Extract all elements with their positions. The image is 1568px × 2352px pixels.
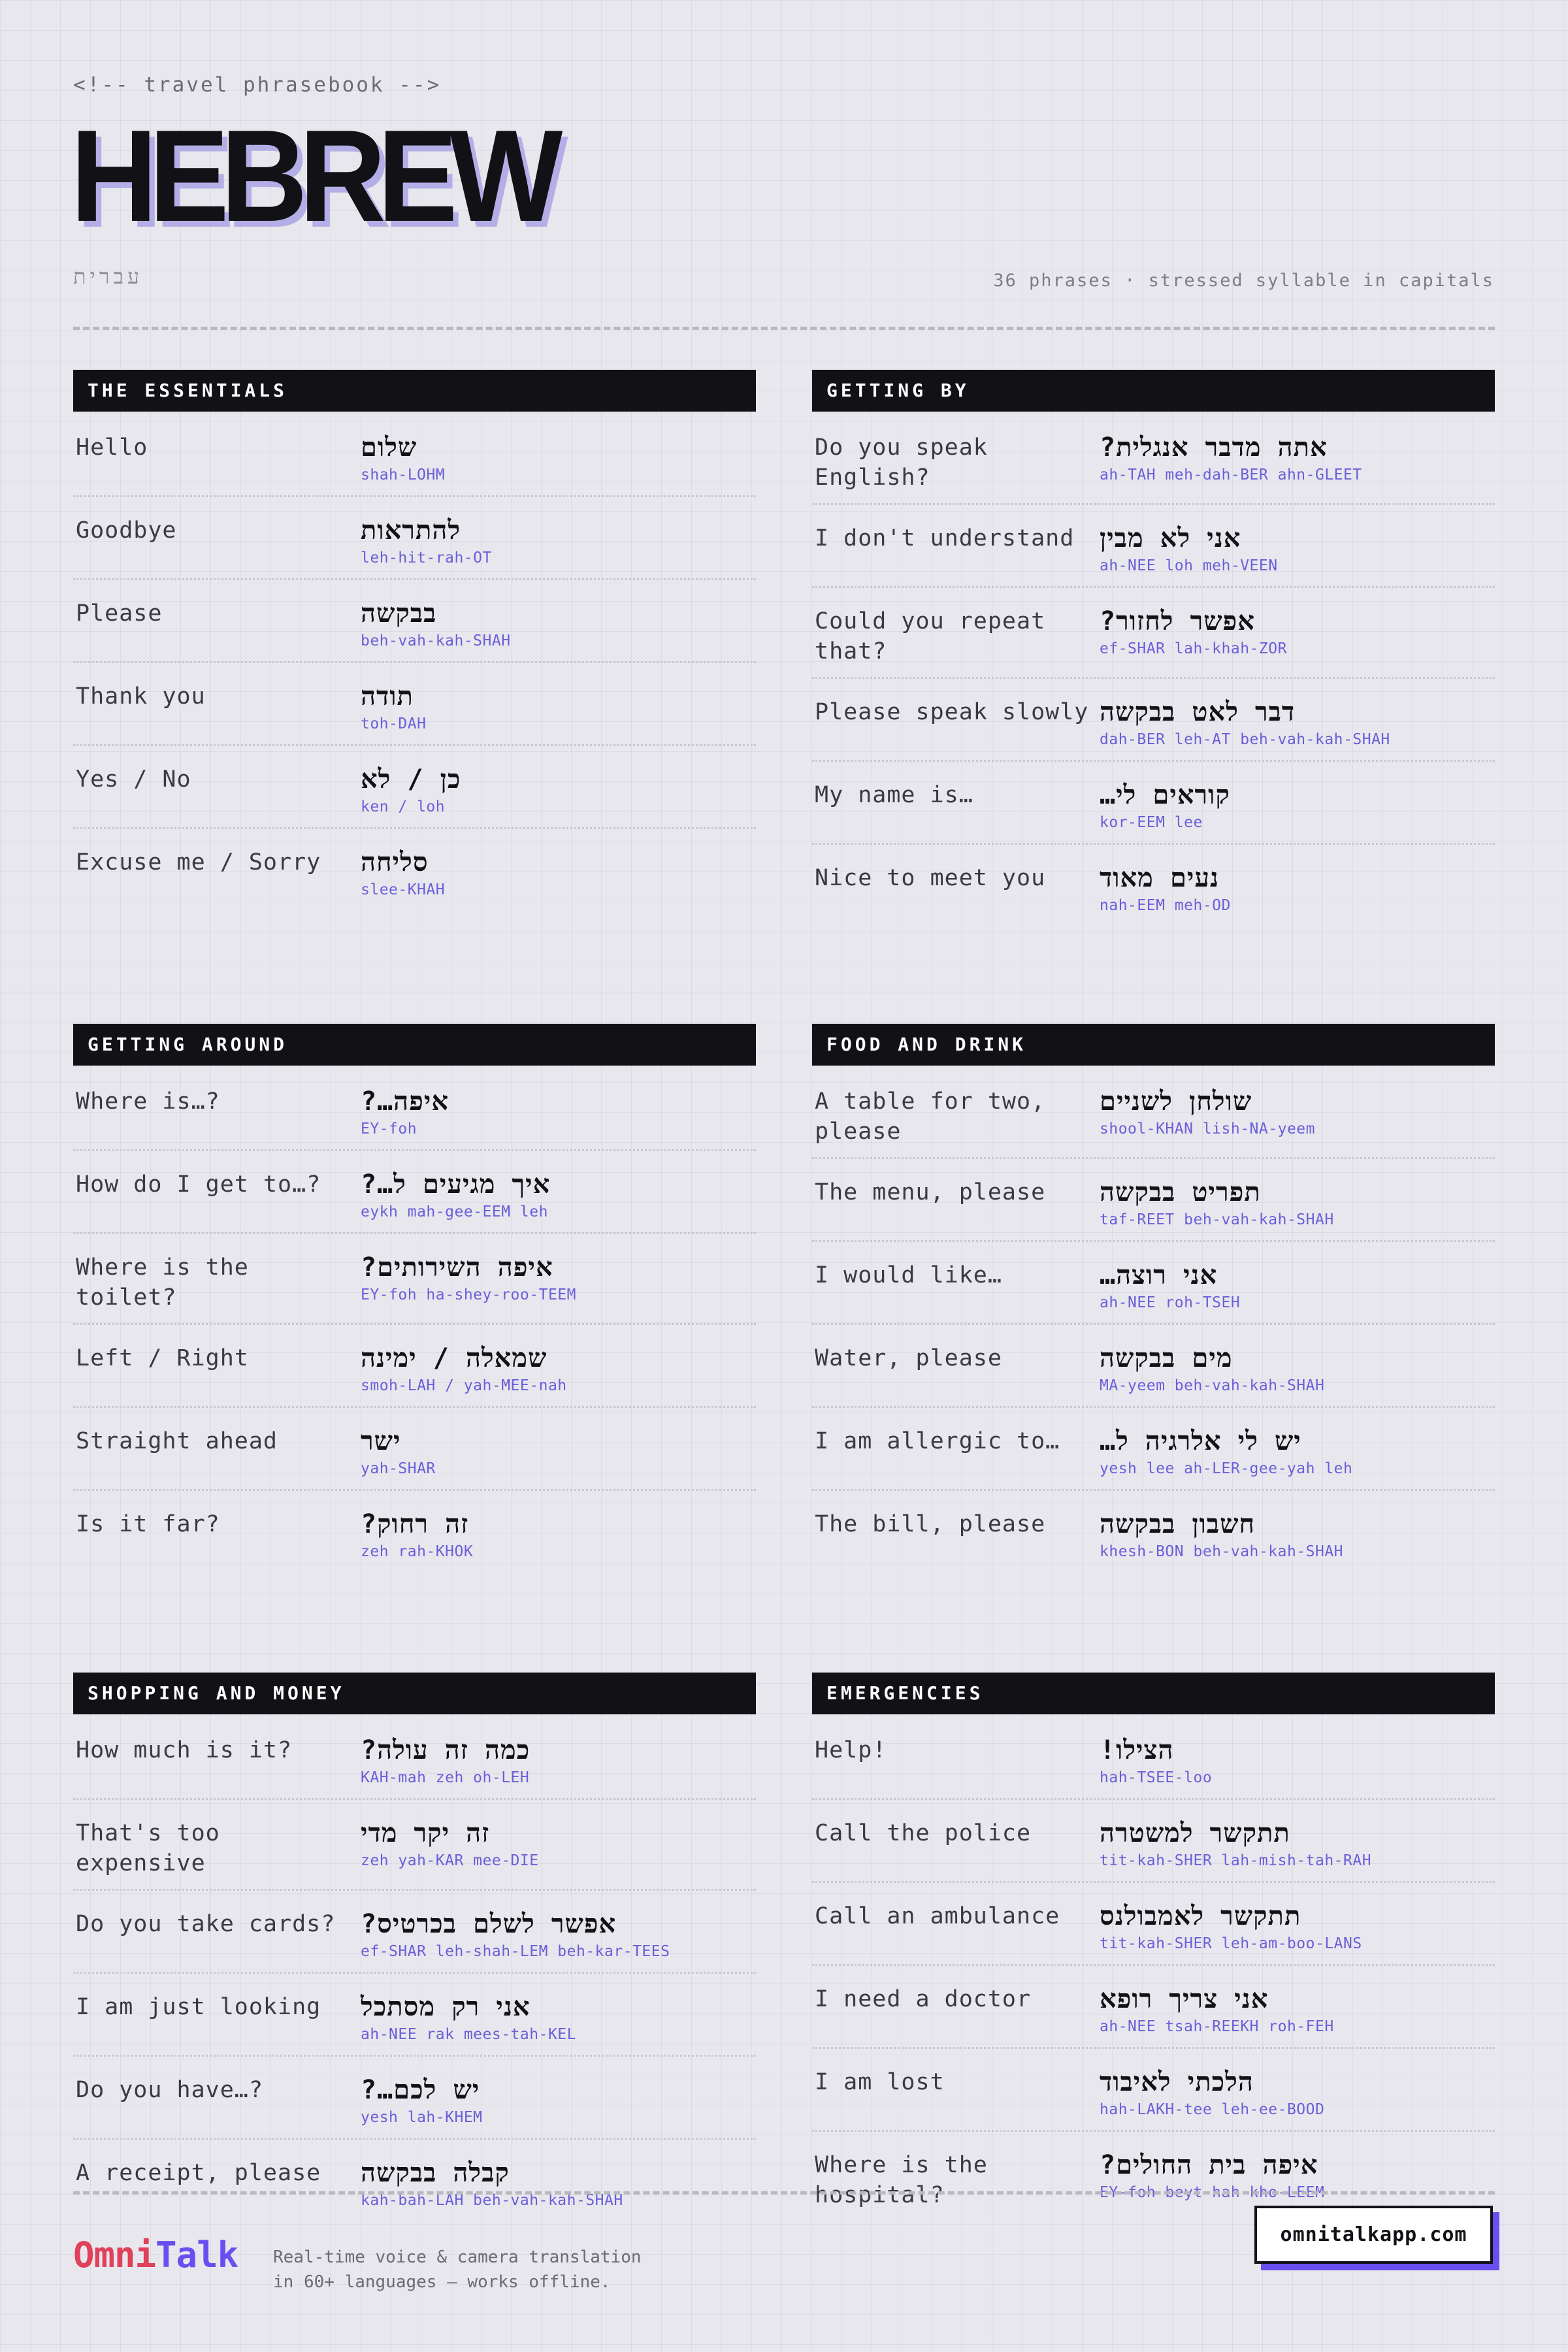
phrase-english: I am allergic to… — [815, 1428, 1060, 1454]
phrase-pronunciation: beh-vah-kah-SHAH — [361, 632, 511, 649]
phrase-row — [812, 679, 1495, 762]
phrase-english: Help! — [815, 1737, 887, 1763]
phrase-pronunciation: khesh-BON beh-vah-kah-SHAH — [1100, 1543, 1344, 1560]
phrase-row — [73, 746, 756, 829]
phrase-row — [73, 1491, 756, 1572]
page-comment: <!-- travel phrasebook --> — [73, 73, 442, 97]
phrase-hebrew: שלום — [361, 433, 417, 463]
phrase-pronunciation: tit-kah-SHER lah-mish-tah-RAH — [1100, 1852, 1372, 1869]
phrase-hebrew: מים בבקשה — [1100, 1343, 1233, 1373]
phrase-english: I would like… — [815, 1262, 1002, 1288]
section-title: THE ESSENTIALS — [73, 370, 756, 412]
phrase-hebrew: ישר — [361, 1426, 401, 1456]
phrase-english: Where is the toilet? — [76, 1254, 249, 1311]
title-block — [71, 103, 596, 249]
phrase-english: Please speak slowly — [815, 699, 1089, 725]
phrase-english: I need a doctor — [815, 1986, 1032, 2012]
phrase-pronunciation: MA-yeem beh-vah-kah-SHAH — [1100, 1377, 1325, 1394]
phrase-row — [73, 1068, 756, 1151]
phrase-pronunciation: shah-LOHM — [361, 466, 446, 483]
native-language-name: עברית — [73, 264, 144, 289]
phrase-row — [812, 1800, 1495, 1883]
phrase-hebrew: איפה השירותים? — [361, 1252, 553, 1282]
phrase-row — [73, 829, 756, 910]
phrase-row — [73, 663, 756, 746]
phrase-pronunciation: toh-DAH — [361, 715, 427, 732]
phrase-pronunciation: ef-SHAR lah-khah-ZOR — [1100, 640, 1287, 657]
phrase-english: Yes / No — [76, 766, 191, 792]
phrase-pronunciation: hah-LAKH-tee leh-ee-BOOD — [1100, 2101, 1325, 2118]
phrase-english: A receipt, please — [76, 2160, 321, 2186]
phrase-row — [73, 497, 756, 580]
phrase-english: How do I get to…? — [76, 1171, 321, 1198]
phrase-english: Where is…? — [76, 1088, 220, 1115]
page-title: HEBREW — [71, 103, 555, 249]
phrase-row — [73, 1891, 756, 1974]
phrase-hebrew: שמאלה / ימינה — [361, 1343, 547, 1373]
phrase-row — [73, 1974, 756, 2057]
tagline-line-2: in 60+ languages — works offline. — [273, 2272, 611, 2292]
phrase-hebrew: שולחן לשניים — [1100, 1086, 1252, 1117]
phrase-pronunciation: EY-foh ha-shey-roo-TEEM — [361, 1286, 576, 1303]
phrase-english: Please — [76, 600, 163, 627]
phrase-hebrew: חשבון בבקשה — [1100, 1509, 1256, 1539]
section-getting-around — [73, 1024, 756, 1572]
phrase-hebrew: להתראות — [361, 515, 461, 546]
phrase-english: Could you repeat that? — [815, 608, 1046, 664]
phrase-pronunciation: ah-TAH meh-dah-BER ahn-GLEET — [1100, 466, 1362, 483]
phrase-pronunciation: hah-TSEE-loo — [1100, 1769, 1213, 1786]
phrase-english: Thank you — [76, 683, 206, 710]
phrase-english: Water, please — [815, 1345, 1002, 1371]
phrase-english: Nice to meet you — [815, 865, 1046, 891]
phrase-pronunciation: yesh lah-KHEM — [361, 2109, 483, 2126]
section-emergencies — [812, 1673, 1495, 2221]
phrase-pronunciation: tit-kah-SHER leh-am-boo-LANS — [1100, 1935, 1362, 1952]
phrase-english: Call an ambulance — [815, 1903, 1060, 1929]
phrase-row — [73, 414, 756, 497]
phrase-pronunciation: ken / loh — [361, 798, 446, 815]
phrase-pronunciation: yesh lee ah-LER-gee-yah leh — [1100, 1460, 1353, 1477]
phrase-row — [73, 2140, 756, 2221]
phrase-row — [73, 1325, 756, 1408]
phrase-hebrew: תתקשר לאמבולנס — [1100, 1901, 1301, 1931]
phrase-pronunciation: EY-foh — [361, 1120, 417, 1137]
phrase-pronunciation: ah-NEE loh meh-VEEN — [1100, 557, 1278, 574]
phrase-english: Goodbye — [76, 517, 177, 544]
phrase-hebrew: קוראים לי… — [1100, 780, 1230, 810]
phrase-english: My name is… — [815, 782, 973, 808]
phrase-hebrew: כמה זה עולה? — [361, 1735, 531, 1765]
phrase-english: Do you speak English? — [815, 434, 988, 491]
phrase-hebrew: בבקשה — [361, 598, 437, 629]
phrase-hebrew: דבר לאט בבקשה — [1100, 697, 1296, 727]
phrase-pronunciation: zeh yah-KAR mee-DIE — [361, 1852, 539, 1869]
phrase-row — [812, 1491, 1495, 1572]
phrase-hebrew: אני לא מבין — [1100, 523, 1241, 553]
phrase-pronunciation: eykh mah-gee-EEM leh — [361, 1203, 548, 1220]
phrase-english: The bill, please — [815, 1511, 1046, 1537]
phrase-pronunciation: ef-SHAR leh-shah-LEM beh-kar-TEES — [361, 1943, 670, 1960]
phrase-english: Call the police — [815, 1820, 1032, 1846]
website-link-button[interactable]: omnitalkapp.com — [1254, 2206, 1493, 2264]
bottom-divider — [73, 2191, 1495, 2195]
section-title: GETTING BY — [812, 370, 1495, 412]
phrase-hebrew: איפה…? — [361, 1086, 449, 1117]
phrase-hebrew: הצילו! — [1100, 1735, 1174, 1765]
section-title: SHOPPING AND MONEY — [73, 1673, 756, 1714]
top-divider — [73, 327, 1495, 330]
phrase-pronunciation: kah-bah-LAH beh-vah-kah-SHAH — [361, 2192, 623, 2209]
phrase-row — [812, 1159, 1495, 1242]
phrase-pronunciation: ah-NEE rak mees-tah-KEL — [361, 2026, 576, 2043]
phrase-row — [73, 2057, 756, 2140]
phrase-english: Left / Right — [76, 1345, 249, 1371]
phrase-english: How much is it? — [76, 1737, 293, 1763]
phrase-row — [73, 1800, 756, 1891]
phrase-hebrew: איך מגיעים ל…? — [361, 1169, 551, 1200]
phrase-pronunciation: EY-foh beyt hah-kho-LEEM — [1100, 2184, 1325, 2201]
phrase-hebrew: קבלה בבקשה — [361, 2158, 510, 2188]
phrase-hebrew: זה יקר מדי — [361, 1818, 490, 1848]
tagline — [273, 2245, 642, 2295]
phrase-english: Straight ahead — [76, 1428, 278, 1454]
phrase-pronunciation: slee-KHAH — [361, 881, 446, 898]
phrasebook-meta: 36 phrases · stressed syllable in capitals — [993, 270, 1494, 291]
phrase-pronunciation: yah-SHAR — [361, 1460, 436, 1477]
phrase-english: The menu, please — [815, 1179, 1046, 1205]
section-getting-by — [812, 370, 1495, 926]
phrase-hebrew: אפשר לשלם בכרטיס? — [361, 1909, 617, 1939]
phrase-pronunciation: kor-EEM lee — [1100, 814, 1203, 831]
phrase-pronunciation: shool-KHAN lish-NA-yeem — [1100, 1120, 1315, 1137]
phrase-english: Excuse me / Sorry — [76, 849, 321, 875]
phrase-pronunciation: nah-EEM meh-OD — [1100, 897, 1231, 914]
brand-part-omni: Omni — [73, 2234, 156, 2276]
phrase-hebrew: אני צריך רופא — [1100, 1984, 1269, 2014]
brand-logo — [73, 2234, 238, 2276]
section-title: EMERGENCIES — [812, 1673, 1495, 1714]
phrase-hebrew: כן / לא — [361, 764, 461, 794]
phrase-english: I don't understand — [815, 525, 1075, 551]
phrase-hebrew: זה רחוק? — [361, 1509, 469, 1539]
phrase-row — [812, 1242, 1495, 1325]
phrase-english: I am lost — [815, 2069, 945, 2095]
phrase-row — [73, 1717, 756, 1800]
phrase-row — [812, 762, 1495, 845]
phrase-pronunciation: leh-hit-rah-OT — [361, 549, 492, 566]
phrase-pronunciation: smoh-LAH / yah-MEE-nah — [361, 1377, 567, 1394]
phrase-hebrew: אפשר לחזור? — [1100, 606, 1255, 636]
phrase-english: Do you have…? — [76, 2077, 263, 2103]
phrase-row — [812, 1966, 1495, 2049]
section-title: FOOD AND DRINK — [812, 1024, 1495, 1066]
phrase-row — [812, 1325, 1495, 1408]
phrase-row — [812, 1408, 1495, 1491]
phrase-english: Where is the hospital? — [815, 2152, 988, 2208]
phrase-english: A table for two, please — [815, 1088, 1046, 1145]
phrase-pronunciation: KAH-mah zeh oh-LEH — [361, 1769, 530, 1786]
phrase-hebrew: אני רק מסתכל — [361, 1992, 531, 2022]
phrase-hebrew: תפריט בבקשה — [1100, 1177, 1261, 1207]
phrase-row — [812, 588, 1495, 679]
phrase-pronunciation: dah-BER leh-AT beh-vah-kah-SHAH — [1100, 731, 1390, 748]
phrase-row — [73, 1408, 756, 1491]
phrase-pronunciation: ah-NEE roh-TSEH — [1100, 1294, 1241, 1311]
phrase-row — [73, 1234, 756, 1325]
section-shopping-and-money — [73, 1673, 756, 2221]
phrase-hebrew: הלכתי לאיבוד — [1100, 2067, 1254, 2097]
tagline-line-1: Real-time voice & camera translation — [273, 2247, 642, 2267]
phrase-english: Is it far? — [76, 1511, 220, 1537]
phrase-pronunciation: zeh rah-KHOK — [361, 1543, 474, 1560]
phrase-hebrew: יש לכם…? — [361, 2075, 480, 2105]
phrase-row — [812, 2049, 1495, 2132]
phrase-hebrew: אתה מדבר אנגלית? — [1100, 433, 1328, 463]
phrase-hebrew: נעים מאוד — [1100, 863, 1220, 893]
phrase-english: Hello — [76, 434, 148, 461]
phrase-english: I am just looking — [76, 1994, 321, 2020]
phrase-row — [812, 1883, 1495, 1966]
phrase-row — [812, 414, 1495, 505]
section-food-and-drink — [812, 1024, 1495, 1572]
phrase-hebrew: תודה — [361, 681, 414, 711]
brand-part-talk: Talk — [155, 2234, 238, 2276]
phrase-row — [73, 1151, 756, 1234]
phrase-english: Do you take cards? — [76, 1911, 336, 1937]
phrase-pronunciation: taf-REET beh-vah-kah-SHAH — [1100, 1211, 1334, 1228]
phrase-pronunciation: ah-NEE tsah-REEKH roh-FEH — [1100, 2018, 1334, 2035]
phrase-row — [812, 845, 1495, 926]
phrase-english: That's too expensive — [76, 1820, 220, 1876]
section-title: GETTING AROUND — [73, 1024, 756, 1066]
phrase-row — [812, 505, 1495, 588]
phrase-row — [812, 1068, 1495, 1159]
phrase-hebrew: תתקשר למשטרה — [1100, 1818, 1290, 1848]
phrase-hebrew: סליחה — [361, 847, 429, 877]
phrase-hebrew: יש לי אלרגיה ל… — [1100, 1426, 1301, 1456]
phrase-hebrew: אני רוצה… — [1100, 1260, 1218, 1290]
section-essentials — [73, 370, 756, 910]
phrase-row — [812, 1717, 1495, 1800]
phrase-row — [73, 580, 756, 663]
phrase-hebrew: איפה בית החולים? — [1100, 2150, 1318, 2180]
